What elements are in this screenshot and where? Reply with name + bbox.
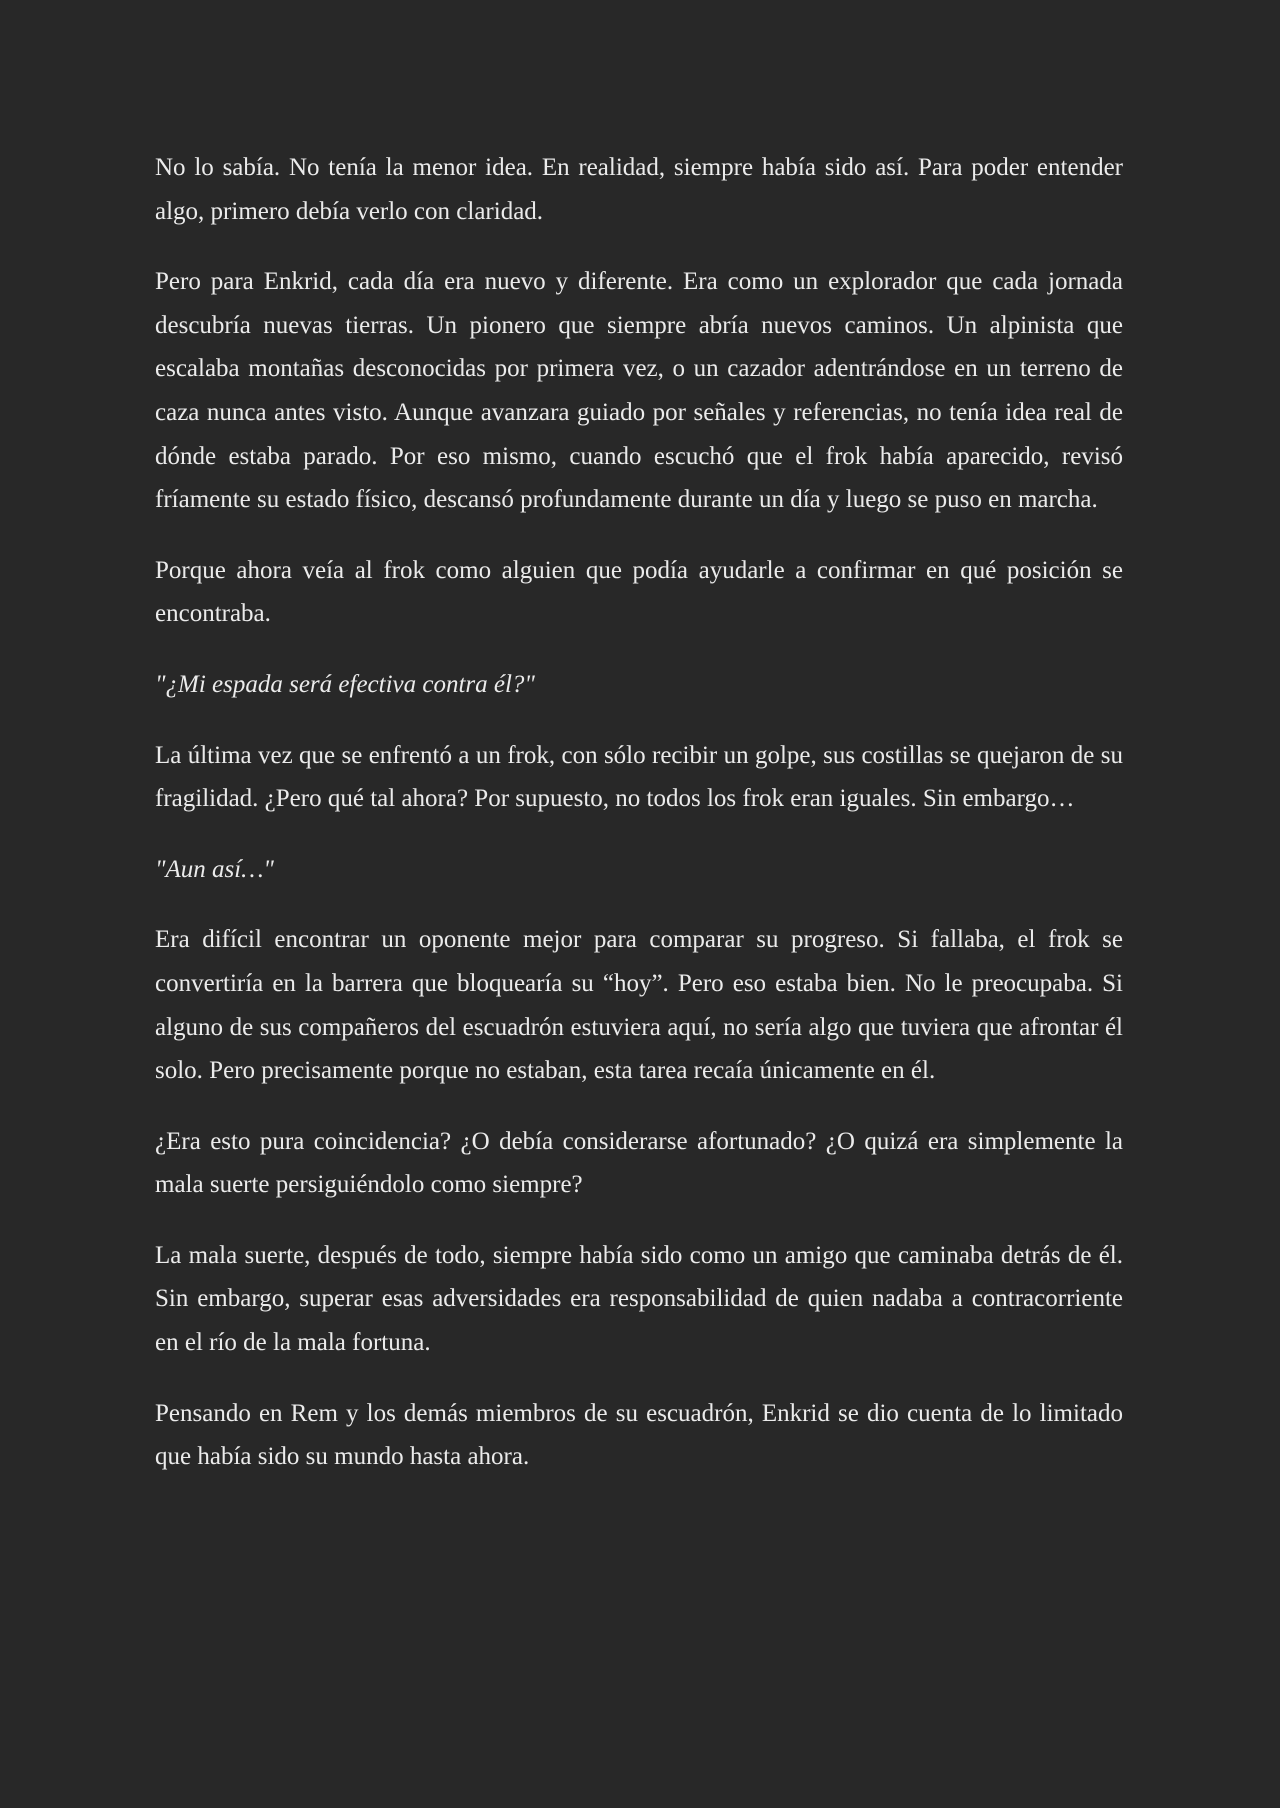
- paragraph-2: Pero para Enkrid, cada día era nuevo y diferente. Era como un explorador que cada jornada descubría nuevas tierras. Un pionero que siempre abría nuevos caminos. Un alpinista que escalaba montañas desconocidas por primera vez, o un cazador adentrándose en un terreno de caza nunca antes visto. Aunque avanzara guiado por señales y referencias, no tenía idea real de dónde estaba parado. Por eso mismo, cuando escuchó que el frok había aparecido, revisó fríamente su estado físico, descansó profundamente durante un día y luego se puso en marcha.: [155, 268, 1123, 514]
- reader-content: [155, 146, 1123, 1506]
- paragraph-10: Pensando en Rem y los demás miembros de su escuadrón, Enkrid se dio cuenta de lo limitado que había sido su mundo hasta ahora.: [155, 1399, 1123, 1471]
- paragraph-8: ¿Era esto pura coincidencia? ¿O debía considerarse afortunado? ¿O quizá era simplemente la mala suerte persiguiéndolo como siempre?: [155, 1127, 1123, 1199]
- paragraph-7: Era difícil encontrar un oponente mejor para comparar su progreso. Si fallaba, el frok se convertiría en la barrera que bloquearía su “hoy”. Pero eso estaba bien. No le preocupaba. Si alguno de sus compañeros del escuadrón estuviera aquí, no sería algo que tuviera que afrontar él solo. Pero precisamente porque no estaban, esta tarea recaía únicamente en él.: [155, 926, 1123, 1085]
- paragraph-5: La última vez que se enfrentó a un frok, con sólo recibir un golpe, sus costillas se quejaron de su fragilidad. ¿Pero qué tal ahora? Por supuesto, no todos los frok eran iguales. Sin embargo…: [155, 741, 1123, 813]
- paragraph-9: La mala suerte, después de todo, siempre había sido como un amigo que caminaba detrás de él. Sin embargo, superar esas adversidades era responsabilidad de quien nadaba a contracorriente en el río de la mala fortuna.: [155, 1241, 1123, 1357]
- paragraph-1: No lo sabía. No tenía la menor idea. En realidad, siempre había sido así. Para poder entender algo, primero debía verlo con claridad.: [155, 154, 1123, 225]
- thought-quote-1: "¿Mi espada será efectiva contra él?": [155, 670, 535, 698]
- paragraph-3: Porque ahora veía al frok como alguien que podía ayudarle a confirmar en qué posición se encontraba.: [155, 556, 1123, 628]
- thought-quote-2: "Aun así…": [155, 855, 274, 883]
